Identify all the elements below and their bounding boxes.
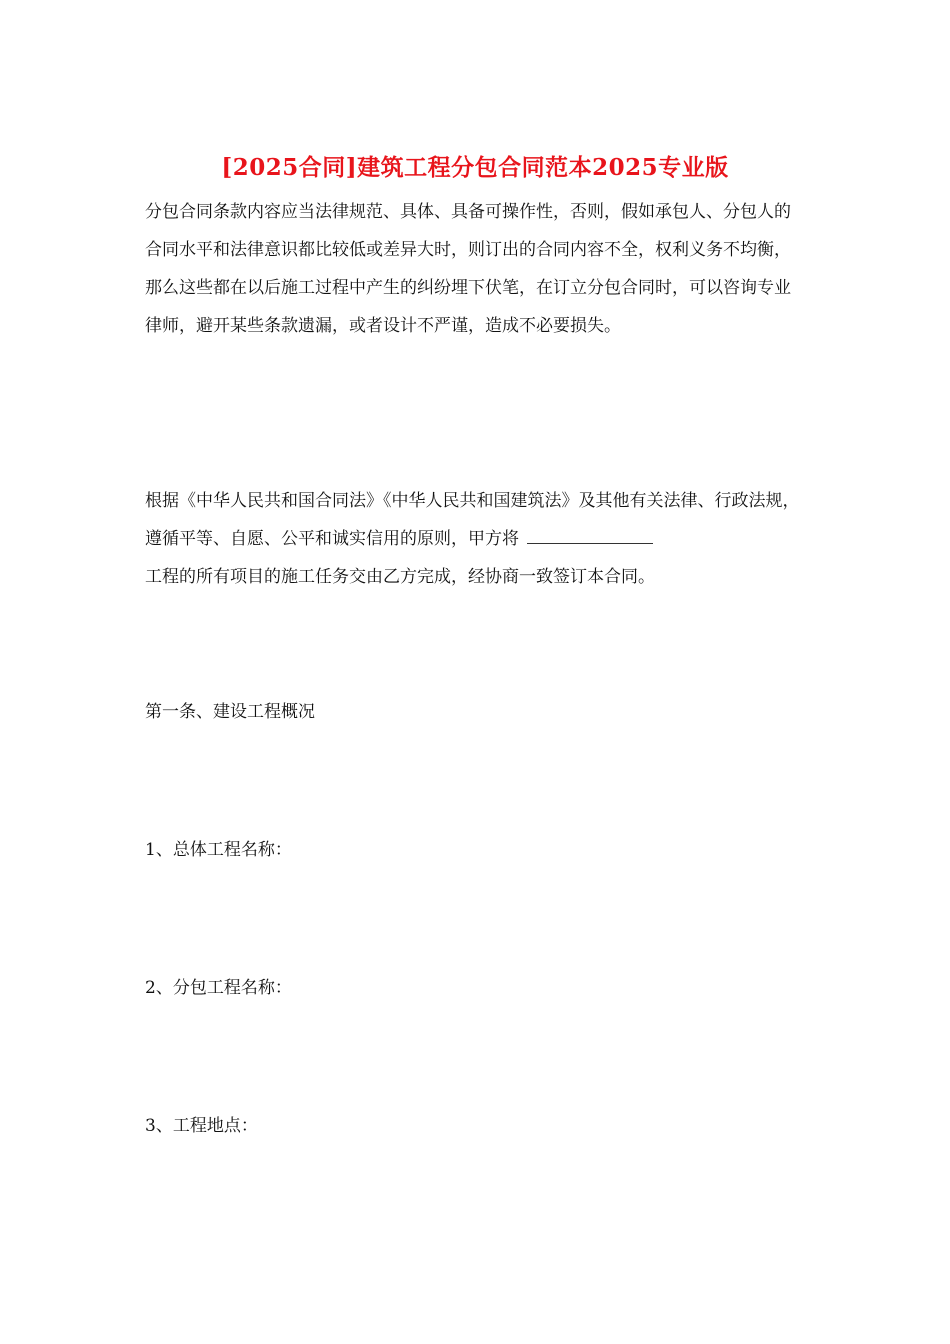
list-item-project-location: 3、工程地点： (145, 1116, 258, 1136)
list-item-subcontract-project-name: 2、分包工程名称： (145, 978, 292, 998)
intro-paragraph: 分包合同条款内容应当法律规范、具体、具备可操作性，否则，假如承包人、分包人的合同水平和法律意识都比较低或差异大时，则订出的合同内容不全，权利义务不均衡，那么这些都在以后施工过程中产生的纠纷埋下伏笔，在订立分包合同时，可以咨询专业律师，避开某些条款遗漏，或者设计不严谨，造成不必要损失。 (145, 202, 791, 336)
section-heading: 第一条、建设工程概况 (145, 702, 315, 722)
list-item-total-project-name: 1、总体工程名称： (145, 840, 292, 860)
project-name-blank (527, 523, 653, 544)
basis-paragraph (145, 482, 800, 596)
document-title: [2025合同]建筑工程分包合同范本2025专业版 (221, 154, 729, 181)
basis-text-before-blank: 根据《中华人民共和国合同法》《中华人民共和国建筑法》及其他有关法律、行政法规，遵循平等、自愿、公平和诚实信用的原则，甲方将 (145, 491, 800, 549)
basis-text-after-blank: 工程的所有项目的施工任务交由乙方完成，经协商一致签订本合同。 (145, 567, 655, 587)
